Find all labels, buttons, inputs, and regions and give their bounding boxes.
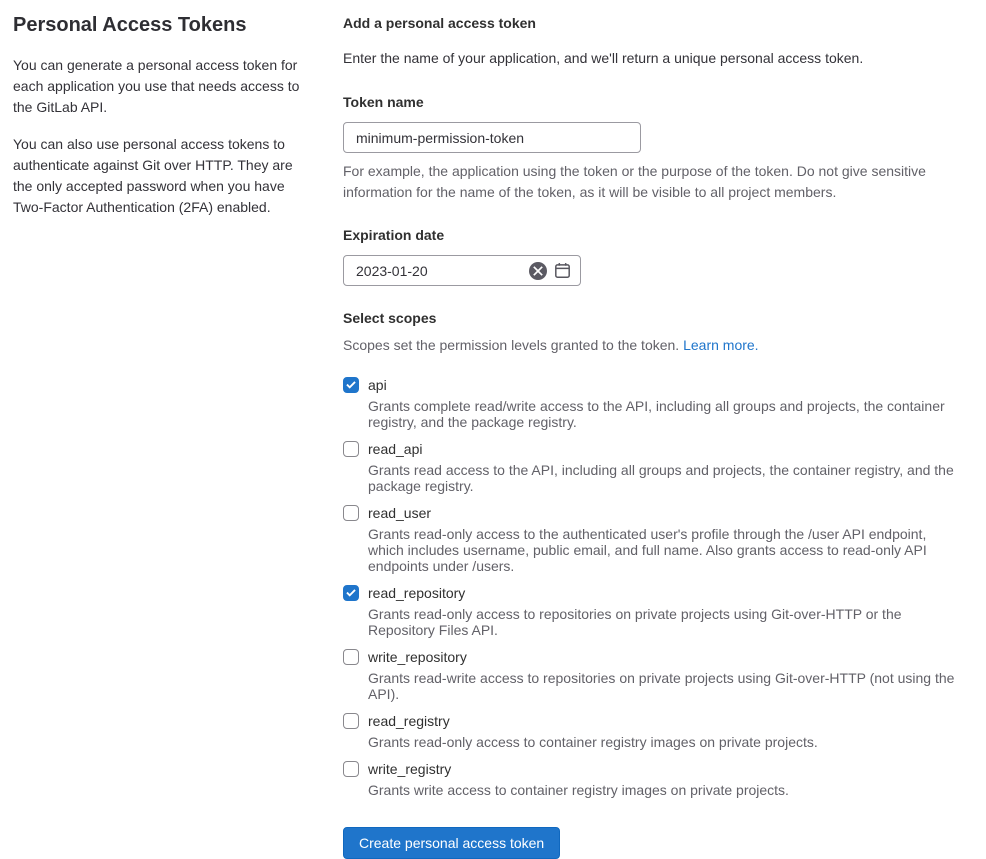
scope-description-read_user: Grants read-only access to the authenticated user's profile through the /user API endpoint, which includes username, public email, and full name. Also grants access to read-only API endpoints under /users.: [368, 526, 927, 574]
scope-row-read_repository: [343, 583, 963, 638]
scope-label-read_api[interactable]: read_api: [368, 441, 423, 457]
scope-label-read_repository[interactable]: read_repository: [368, 585, 466, 601]
scope-checkbox-read_repository[interactable]: [343, 585, 359, 601]
scope-checkbox-read_api[interactable]: [343, 441, 359, 457]
scope-checkbox-write_registry[interactable]: [343, 761, 359, 777]
scope-head: [343, 439, 963, 459]
scope-head: [343, 711, 963, 731]
scope-row-write_registry: [343, 759, 963, 798]
expiration-date-input[interactable]: [344, 256, 529, 285]
scope-head: [343, 583, 963, 603]
scope-description-read_registry: Grants read-only access to container registry images on private projects.: [368, 734, 818, 750]
scope-checkbox-read_registry[interactable]: [343, 713, 359, 729]
calendar-icon[interactable]: [554, 262, 571, 279]
form-subheading: Enter the name of your application, and we'll return a unique personal access token.: [343, 50, 864, 66]
learn-more-link[interactable]: Learn more.: [683, 337, 759, 353]
scopes-help-text: Scopes set the permission levels granted to the token.: [343, 337, 680, 353]
scope-description-read_api: Grants read access to the API, including all groups and projects, the container registry, and the package registry.: [368, 462, 954, 494]
scopes-help: [343, 335, 963, 356]
page-title: Personal Access Tokens: [13, 14, 247, 36]
scope-description-write_registry: Grants write access to container registry images on private projects.: [368, 782, 789, 798]
scope-row-read_user: [343, 503, 963, 574]
intro-paragraph-2: You can also use personal access tokens to authenticate against Git over HTTP. They are the only accepted password when you have Two-Factor Authentication (2FA) enabled.: [13, 136, 293, 215]
scope-label-write_repository[interactable]: write_repository: [368, 649, 467, 665]
scope-label-read_registry[interactable]: read_registry: [368, 713, 450, 729]
scope-checkbox-read_user[interactable]: [343, 505, 359, 521]
scope-row-api: [343, 375, 963, 430]
scope-row-read_api: [343, 439, 963, 494]
scope-description-read_repository: Grants read-only access to repositories on private projects using Git-over-HTTP or the Repository Files API.: [368, 606, 902, 638]
create-token-button[interactable]: Create personal access token: [343, 827, 560, 859]
add-token-form: [343, 13, 963, 859]
scope-head: [343, 647, 963, 667]
scope-label-api[interactable]: api: [368, 377, 387, 393]
scope-head: [343, 759, 963, 779]
scope-head: [343, 503, 963, 523]
scope-head: [343, 375, 963, 395]
select-scopes-label: Select scopes: [343, 310, 437, 326]
scope-description-write_repository: Grants read-write access to repositories on private projects using Git-over-HTTP (not using the API).: [368, 670, 955, 702]
scope-checkbox-write_repository[interactable]: [343, 649, 359, 665]
intro-paragraph-1: You can generate a personal access token for each application you use that needs access to the GitLab API.: [13, 57, 300, 115]
scope-row-read_registry: [343, 711, 963, 750]
intro-section: [13, 13, 313, 859]
scope-description-api: Grants complete read/write access to the API, including all groups and projects, the container registry, and the package registry.: [368, 398, 945, 430]
scope-label-write_registry[interactable]: write_registry: [368, 761, 452, 777]
token-name-help: For example, the application using the token or the purpose of the token. Do not give sensitive information for the name of the token, as it will be visible to all project members.: [343, 163, 926, 200]
expiration-date-field[interactable]: [343, 255, 581, 286]
form-heading: Add a personal access token: [343, 15, 536, 31]
scope-row-write_repository: [343, 647, 963, 702]
scope-checkbox-api[interactable]: [343, 377, 359, 393]
scopes-list: [343, 375, 963, 798]
scope-label-read_user[interactable]: read_user: [368, 505, 432, 521]
token-name-input[interactable]: [343, 122, 641, 153]
clear-date-icon[interactable]: [529, 262, 547, 280]
token-name-label: Token name: [343, 94, 424, 110]
expiration-date-label: Expiration date: [343, 227, 445, 243]
